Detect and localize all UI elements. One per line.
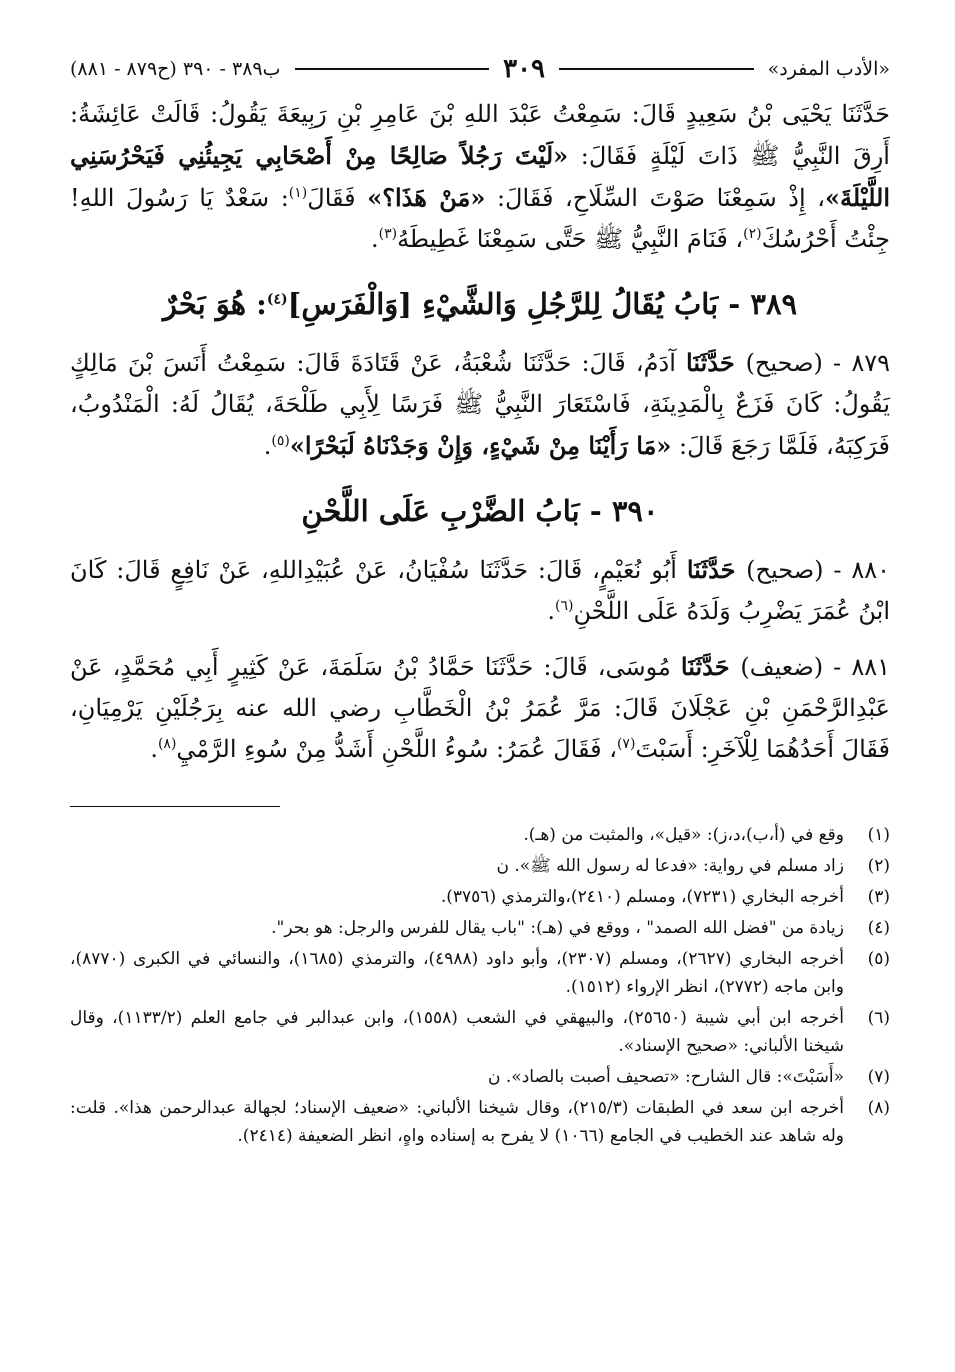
heading-text: ٣٩٠ - بَابُ الضَّرْبِ عَلَى اللَّحْنِ <box>301 494 659 528</box>
footnotes <box>70 821 890 1150</box>
footnote <box>70 883 890 911</box>
footnote-divider <box>70 806 280 807</box>
footnote-text: أخرجه البخاري (٧٢٣١)، ومسلم (٢٤١٠)،والترمذي (٣٧٥٦). <box>440 887 844 907</box>
hadith-881 <box>70 646 890 770</box>
text-run: فَقَالَ <box>307 184 368 212</box>
footnote <box>70 1063 890 1091</box>
footnote-text: «أَسَبْتَ»: قال الشارح: «تصحيف أصبت بالصاد». ن <box>488 1067 844 1087</box>
hadith-number: ٨٧٩ - <box>822 349 890 377</box>
footnote-marker: (٧) <box>616 736 636 752</box>
text-run: . <box>263 432 272 460</box>
footnote-number: (٣) <box>867 887 890 907</box>
text-run: . <box>150 735 158 763</box>
text-run: . <box>547 597 555 625</box>
footnote-number: (٤) <box>867 918 890 938</box>
page-number: ٣٠٩ <box>503 54 546 84</box>
running-header <box>70 52 890 86</box>
footnote-marker: (٦) <box>554 598 574 614</box>
book-page <box>70 52 890 1153</box>
hadith-880 <box>70 549 890 632</box>
footnote-number: (٧) <box>867 1067 890 1087</box>
chapter-range: ب٣٨٩ - ٣٩٠ (ح٨٧٩ - ٨٨١) <box>69 58 281 80</box>
narration-keyword: حَدَّثَنَا <box>686 555 747 584</box>
heading-text: ٣٨٩ - بَابُ يُقَالُ لِلرَّجُلِ وَالشَّيْءِ [وَالْفَرَسِ] <box>287 287 798 321</box>
hadith-grade: (ضعيف) <box>740 653 824 681</box>
prophetic-quote: «مَنْ هَذَا؟» <box>367 183 486 212</box>
chapter-heading-390 <box>70 489 890 533</box>
footnote-marker: (٥) <box>271 433 290 449</box>
text-run: ، فَنَامَ النَّبِيُّ ﷺ حَتَّى سَمِعْنَا غَطِيطَهُ <box>397 225 744 253</box>
footnote-number: (٦) <box>867 1008 890 1028</box>
footnote-number: (٥) <box>867 949 890 969</box>
footnote-text: زاد مسلم في رواية: «فدعا له رسول الله ﷺ». ن <box>496 856 844 876</box>
footnote-text: أخرجه البخاري (٢٦٢٧)، ومسلم (٢٣٠٧)، وأبو داود (٤٩٨٨)، والترمذي (١٦٨٥)، والنسائي في الكبرى (٨٧٧٠)، وابن ماجه (٢٧٧٢)، انظر الإرواء (١٥١٢). <box>70 949 844 997</box>
footnote-marker: (١) <box>288 185 308 201</box>
text-run: ، إِذْ سَمِعْنَا صَوْتَ السِّلَاحِ، فَقَالَ: <box>485 184 826 212</box>
prophetic-quote: «مَا رَأَيْنَا مِنْ شَيْءٍ، وَإِنْ وَجَدْنَاهُ لَبَحْرًا» <box>289 431 672 460</box>
footnote-marker: (٤) <box>266 291 288 308</box>
footnote <box>70 945 890 1001</box>
text-run: : سَعْدٌ يَا رَسُولَ اللهِ! جِئْتُ أَحْرُسُكَ <box>70 184 890 253</box>
footnote-text: أخرجه ابن سعد في الطبقات (٢١٥/٣)، وقال شيخنا الألباني: «ضعيف الإسناد؛ لجهالة عبدالرحمن هذا». قلت: وله شاهد عند الخطيب في الجامع (١٠٦٦) لا يفرح به إسناده واهٍ، انظر الضعيفة (٢٤١٤). <box>70 1098 844 1146</box>
text-run: مُوسَى، قَالَ: حَدَّثَنَا حَمَّادُ بْنُ سَلَمَةَ، عَنْ كَثِيرٍ أَبِي مُحَمَّدٍ، عَنْ عَبْدِالرَّحْمَنِ بْنِ عَجْلَانَ قَالَ: مَرَّ عُمَرُ بْنُ الْخَطَّابِ رضي الله عنه بِرَجُلَيْنِ يَرْمِيَانِ، فَقَالَ أَحَدُهُمَا لِلْآخَرِ: أَسَبْتَ <box>70 653 890 763</box>
text-run: ، فَقَالَ عُمَرُ: سُوءُ اللَّحْنِ أَشَدُّ مِنْ سُوءِ الرَّمْيِ <box>176 735 617 763</box>
chapter-heading-389 <box>70 282 890 326</box>
hadith-number: ٨٨١ - <box>823 653 890 681</box>
hadith-number: ٨٨٠ - <box>823 556 890 584</box>
footnote-marker: (٨) <box>157 736 177 752</box>
heading-text: : هُوَ بَحْرٌ <box>162 287 267 321</box>
footnote <box>70 914 890 942</box>
hadith-grade: (صحيح) <box>745 349 823 377</box>
text-run: آدَمُ، قَالَ: حَدَّثَنَا شُعْبَةُ، عَنْ قَتَادَةَ قَالَ: سَمِعْتُ أَنَسَ بْنَ مَالِكٍ يَقُولُ: كَانَ فَزَعٌ بِالْمَدِينَةِ، فَاسْتَعَارَ النَّبِيُّ ﷺ فَرَسًا لِأَبِي طَلْحَةَ، يُقَالُ لَهُ: الْمَنْدُوبُ، فَرَكِبَهُ، فَلَمَّا رَجَعَ قَالَ: <box>70 349 890 460</box>
prophetic-quote: «لَيْتَ رَجُلاً صَالِحًا مِنْ أَصْحَابِي يَجِيئُنِي فَيَحْرُسَنِي اللَّيْلَةَ» <box>70 141 890 212</box>
narration-keyword: حَدَّثَنَا <box>686 348 746 377</box>
footnote <box>70 1004 890 1060</box>
hadith-grade: (صحيح) <box>746 556 824 584</box>
footnote-divider-wrap <box>70 784 890 815</box>
header-rule <box>295 68 490 70</box>
text-run: . <box>370 225 379 253</box>
footnote-text: زيادة من "فضل الله الصمد" ، ووقع في (هـ): "باب يقال للفرس والرجل: هو بحر". <box>271 918 844 938</box>
footnote <box>70 1094 890 1150</box>
footnote-marker: (٣) <box>378 226 398 242</box>
footnote <box>70 852 890 880</box>
footnote-number: (٢) <box>867 856 890 876</box>
footnote-number: (٨) <box>867 1098 890 1118</box>
text-run: حَدَّثَنَا يَحْيَى بْنُ سَعِيدٍ قَالَ: سَمِعْتُ عَبْدَ اللهِ بْنَ عَامِرِ بْنِ رَبِيعَةَ يَقُولُ: قَالَتْ عَائِشَةُ: أَرِقَ النَّبِيُّ ﷺ ذَاتَ لَيْلَةٍ فَقَالَ: <box>70 100 890 170</box>
header-rule <box>559 68 754 70</box>
hadith-879 <box>70 342 890 467</box>
footnote-marker: (٢) <box>743 226 762 242</box>
book-title: «الأدب المفرد» <box>767 58 890 80</box>
intro-paragraph <box>70 94 890 260</box>
footnote-text: أخرجه ابن أبي شيبة (٢٥٦٥٠)، والبيهقي في الشعب (١٥٥٨)، وابن عبدالبر في جامع العلم (١١٣٣/٢)، وقال شيخنا الألباني: «صحيح الإسناد». <box>70 1008 844 1056</box>
footnote-number: (١) <box>867 825 890 845</box>
footnote-text: وقع في (أ،ب)،د،ز): «قيل»، والمثبت من (هـ). <box>523 825 844 845</box>
text-run: أَبُو نُعَيْمٍ، قَالَ: حَدَّثَنَا سُفْيَانُ، عَنْ عُبَيْدِاللهِ، عَنْ نَافِعٍ قَالَ: كَانَ ابْنُ عُمَرَ يَضْرِبُ وَلَدَهُ عَلَى اللَّحْنِ <box>70 556 890 625</box>
narration-keyword: حَدَّثَنَا <box>680 652 741 681</box>
footnote <box>70 821 890 849</box>
